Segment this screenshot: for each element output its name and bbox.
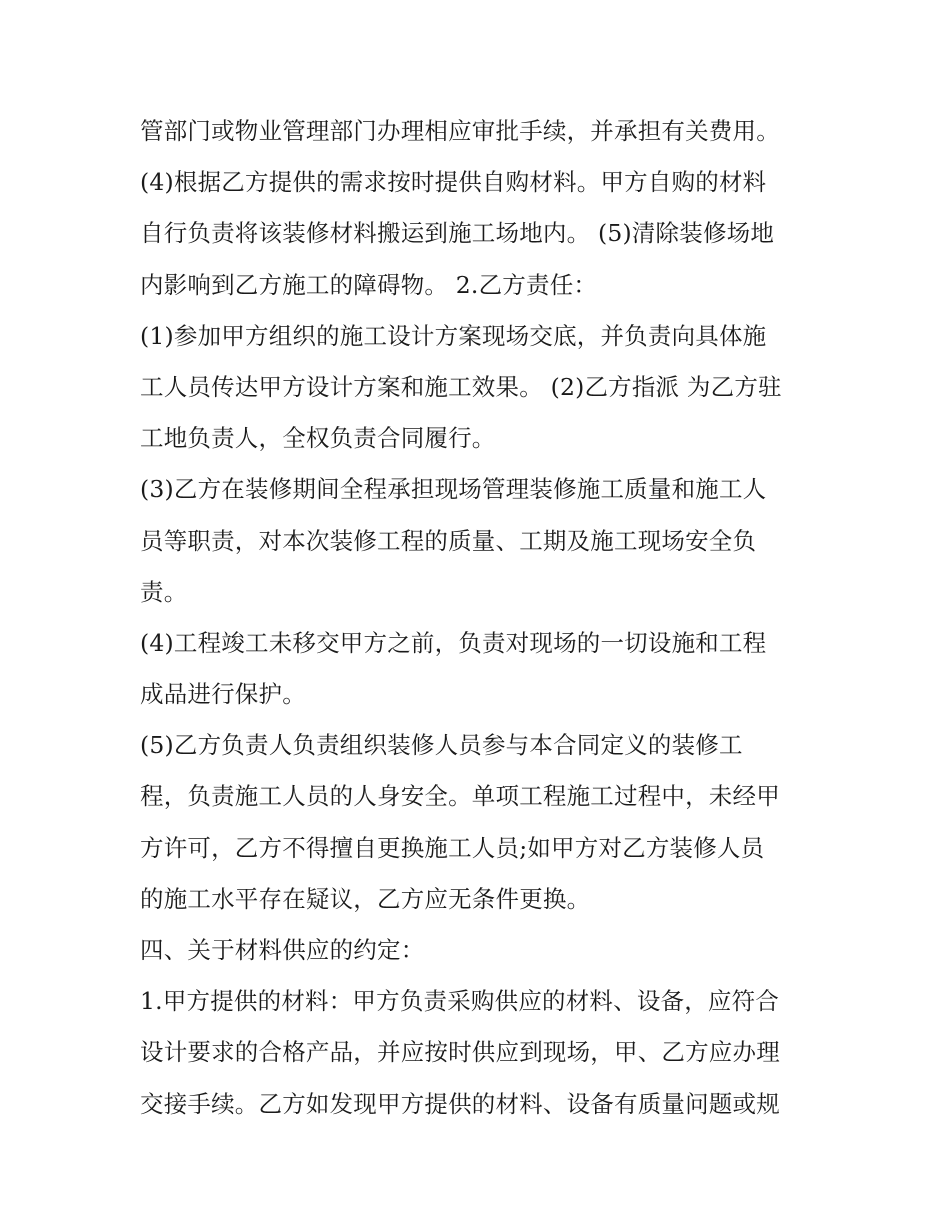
text-line: (4)工程竣工未移交甲方之前，负责对现场的一切设施和工程 (140, 628, 767, 657)
text-line: 责。 (140, 577, 188, 606)
text-line: 方许可，乙方不得擅自更换施工人员;如甲方对乙方装修人员 (140, 833, 765, 862)
text-line: (3)乙方在装修期间全程承担现场管理装修施工质量和施工人 (140, 475, 767, 504)
text-line: (1)参加甲方组织的施工设计方案现场交底，并负责向具体施 (140, 321, 767, 350)
text-line: 设计要求的合格产品，并应按时供应到现场，甲、乙方应办理 (140, 1038, 780, 1067)
text-line: 管部门或物业管理部门办理相应审批手续，并承担有关费用。 (140, 117, 780, 145)
section-heading: 四、关于材料供应的约定： (140, 936, 425, 964)
text-line: 员等职责，对本次装修工程的质量、工期及施工现场安全负 (140, 526, 757, 555)
text-line: 成品进行保护。 (140, 680, 306, 709)
text-line: 的施工水平存在疑议，乙方应无条件更换。 (140, 884, 591, 913)
text-line: (4)根据乙方提供的需求按时提供自购材料。甲方自购的材料 (140, 168, 767, 197)
text-line: 交接手续。乙方如发现甲方提供的材料、设备有质量问题或规 (140, 1089, 780, 1118)
text-line: 程，负责施工人员的人身安全。单项工程施工过程中，未经甲 (140, 782, 780, 811)
document-body (140, 106, 830, 1130)
text-line: 工人员传达甲方设计方案和施工效果。 (2)乙方指派 为乙方驻 (140, 372, 782, 401)
text-line: (5)乙方负责人负责组织装修人员参与本合同定义的装修工 (140, 731, 743, 760)
text-line: 内影响到乙方施工的障碍物。 2.乙方责任： (140, 270, 598, 299)
text-line: 自行负责将该装修材料搬运到施工场地内。 (5)清除装修场地 (140, 219, 775, 248)
text-line: 工地负责人，全权负责合同履行。 (140, 424, 496, 453)
text-line: 1.甲方提供的材料：甲方负责采购供应的材料、设备，应符合 (140, 987, 780, 1016)
